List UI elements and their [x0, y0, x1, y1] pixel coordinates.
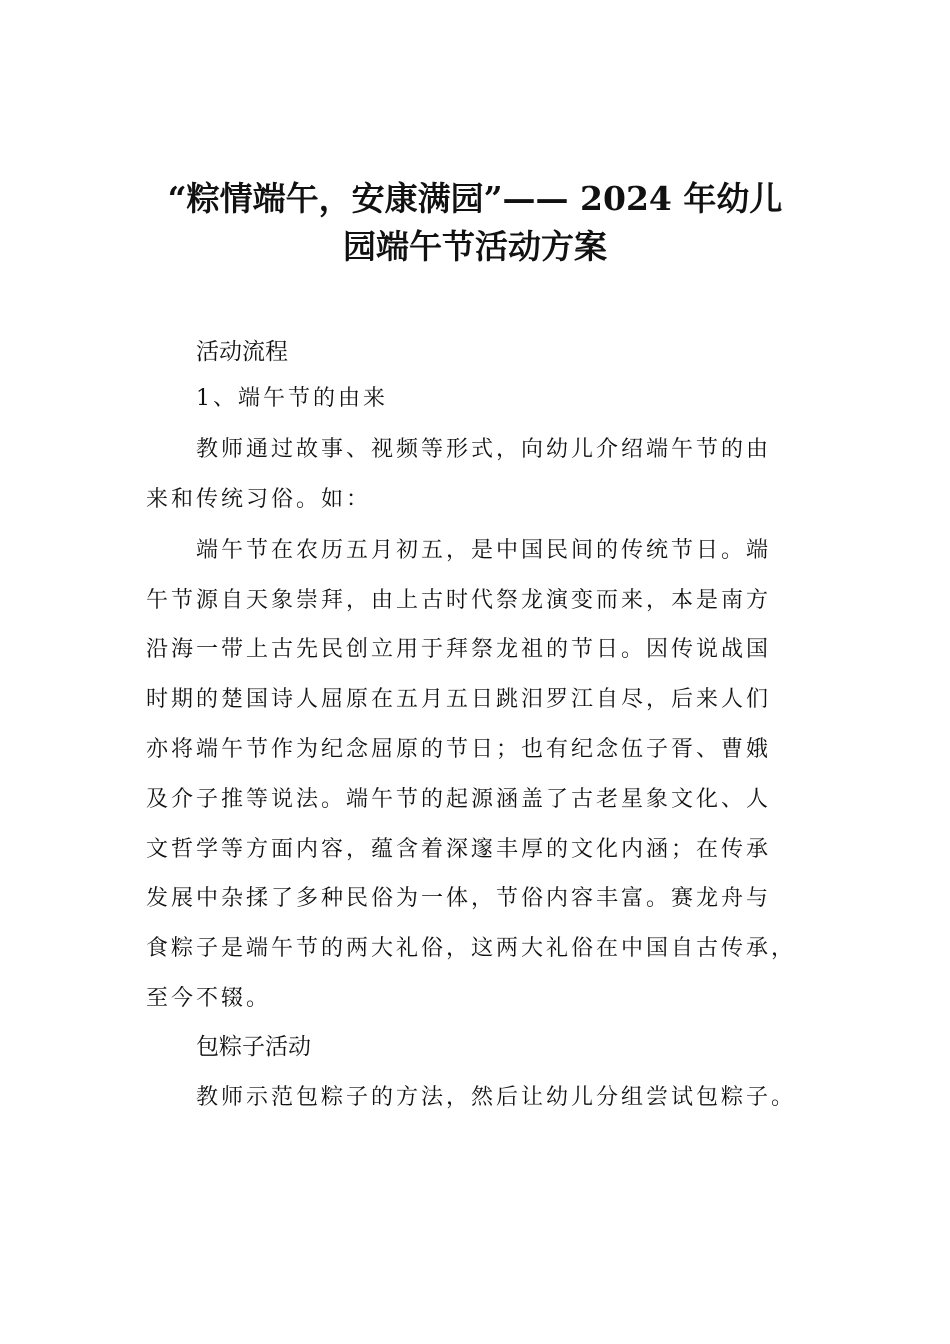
paragraph-line: 沿海一带上古先民创立用于拜祭龙祖的节日。因传说战国: [146, 637, 772, 662]
section-heading-zongzi-activity: 包粽子活动: [196, 1034, 311, 1060]
paragraph-line: 亦将端午节作为纪念屈原的节日；也有纪念伍子胥、曹娥: [146, 737, 772, 762]
paragraph-line: 教师示范包粽子的方法，然后让幼儿分组尝试包粽子。: [196, 1085, 797, 1110]
paragraph-line: 食粽子是端午节的两大礼俗，这两大礼俗在中国自古传承，: [146, 936, 797, 961]
paragraph-line: 时期的楚国诗人屈原在五月五日跳汨罗江自尽，后来人们: [146, 687, 772, 712]
document-title-line-1: “粽情端午，安康满园”—— 2024 年幼儿: [167, 179, 783, 218]
paragraph-line: 端午节在农历五月初五，是中国民间的传统节日。端: [196, 538, 772, 563]
document-title-line-2: 园端午节活动方案: [343, 227, 607, 266]
paragraph-line: 教师通过故事、视频等形式，向幼儿介绍端午节的由: [196, 437, 772, 462]
paragraph-line: 发展中杂揉了多种民俗为一体，节俗内容丰富。赛龙舟与: [146, 886, 772, 911]
paragraph-line: 午节源自天象崇拜，由上古时代祭龙演变而来，本是南方: [146, 588, 772, 613]
paragraph-line: 至今不辍。: [146, 986, 272, 1011]
paragraph-line: 来和传统习俗。如：: [146, 487, 372, 512]
section-heading-activity-flow: 活动流程: [196, 339, 288, 365]
paragraph-line: 文哲学等方面内容，蕴含着深邃丰厚的文化内涵；在传承: [146, 837, 772, 862]
paragraph-line: 及介子推等说法。端午节的起源涵盖了古老星象文化、人: [146, 787, 772, 812]
item-heading-origin: 1、端午节的由来: [196, 386, 388, 411]
